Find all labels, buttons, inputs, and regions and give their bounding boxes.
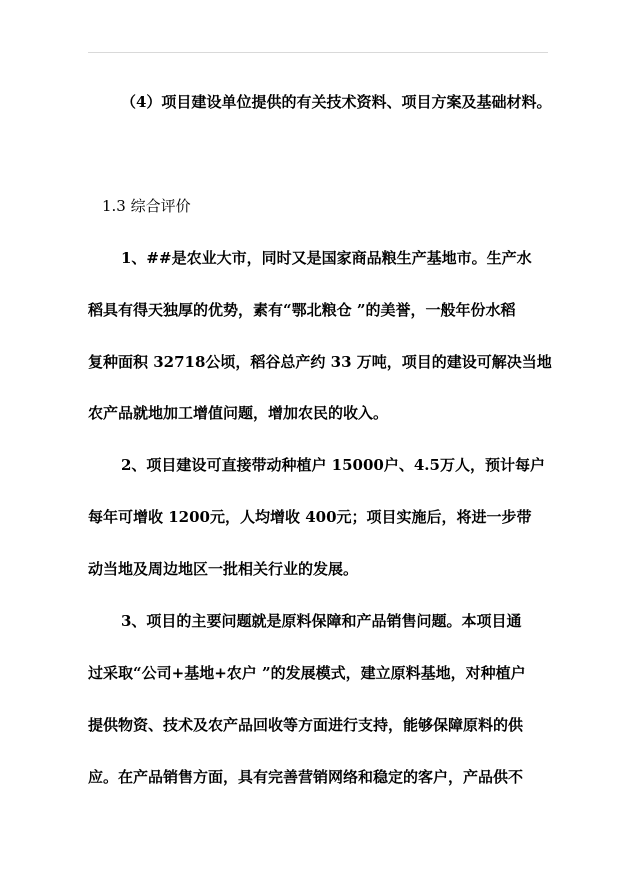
section-heading: 1.3 综合评价: [102, 197, 191, 215]
paragraph-2-line-2: 每年可增收 1200元，人均增收 400元；项目实施后，将进一步带: [88, 508, 532, 526]
paragraph-2-line-3: 动当地及周边地区一批相关行业的发展。: [88, 560, 359, 578]
paragraph-3-line-3: 提供物资、技术及农产品回收等方面进行支持，能够保障原料的供: [88, 716, 524, 734]
header-rule: [88, 52, 548, 53]
paragraph-1-line-4: 农产品就地加工增值问题，增加农民的收入。: [88, 404, 389, 422]
paragraph-1-line-1: 1、##是农业大市，同时又是国家商品粮生产基地市。生产水: [121, 249, 532, 267]
paragraph-1-line-2: 稻具有得天独厚的优势，素有“鄂北粮仓 ”的美誉，一般年份水稻: [88, 301, 516, 319]
paragraph-3-line-4: 应。在产品销售方面，具有完善营销网络和稳定的客户，产品供不: [88, 768, 524, 786]
paragraph-1-line-3: 复种面积 32718公顷，稻谷总产约 33 万吨，项目的建设可解决当地: [88, 353, 552, 371]
paragraph-3-line-2: 过采取“公司+基地+农户 ”的发展模式，建立原料基地，对种植户: [88, 664, 526, 682]
paragraph-3-line-1: 3、项目的主要问题就是原料保障和产品销售问题。本项目通: [121, 612, 522, 630]
item-4-text: （4）项目建设单位提供的有关技术资料、项目方案及基础材料。: [121, 93, 552, 111]
paragraph-2-line-1: 2、项目建设可直接带动种植户 15000户、4.5万人，预计每户: [121, 456, 545, 474]
